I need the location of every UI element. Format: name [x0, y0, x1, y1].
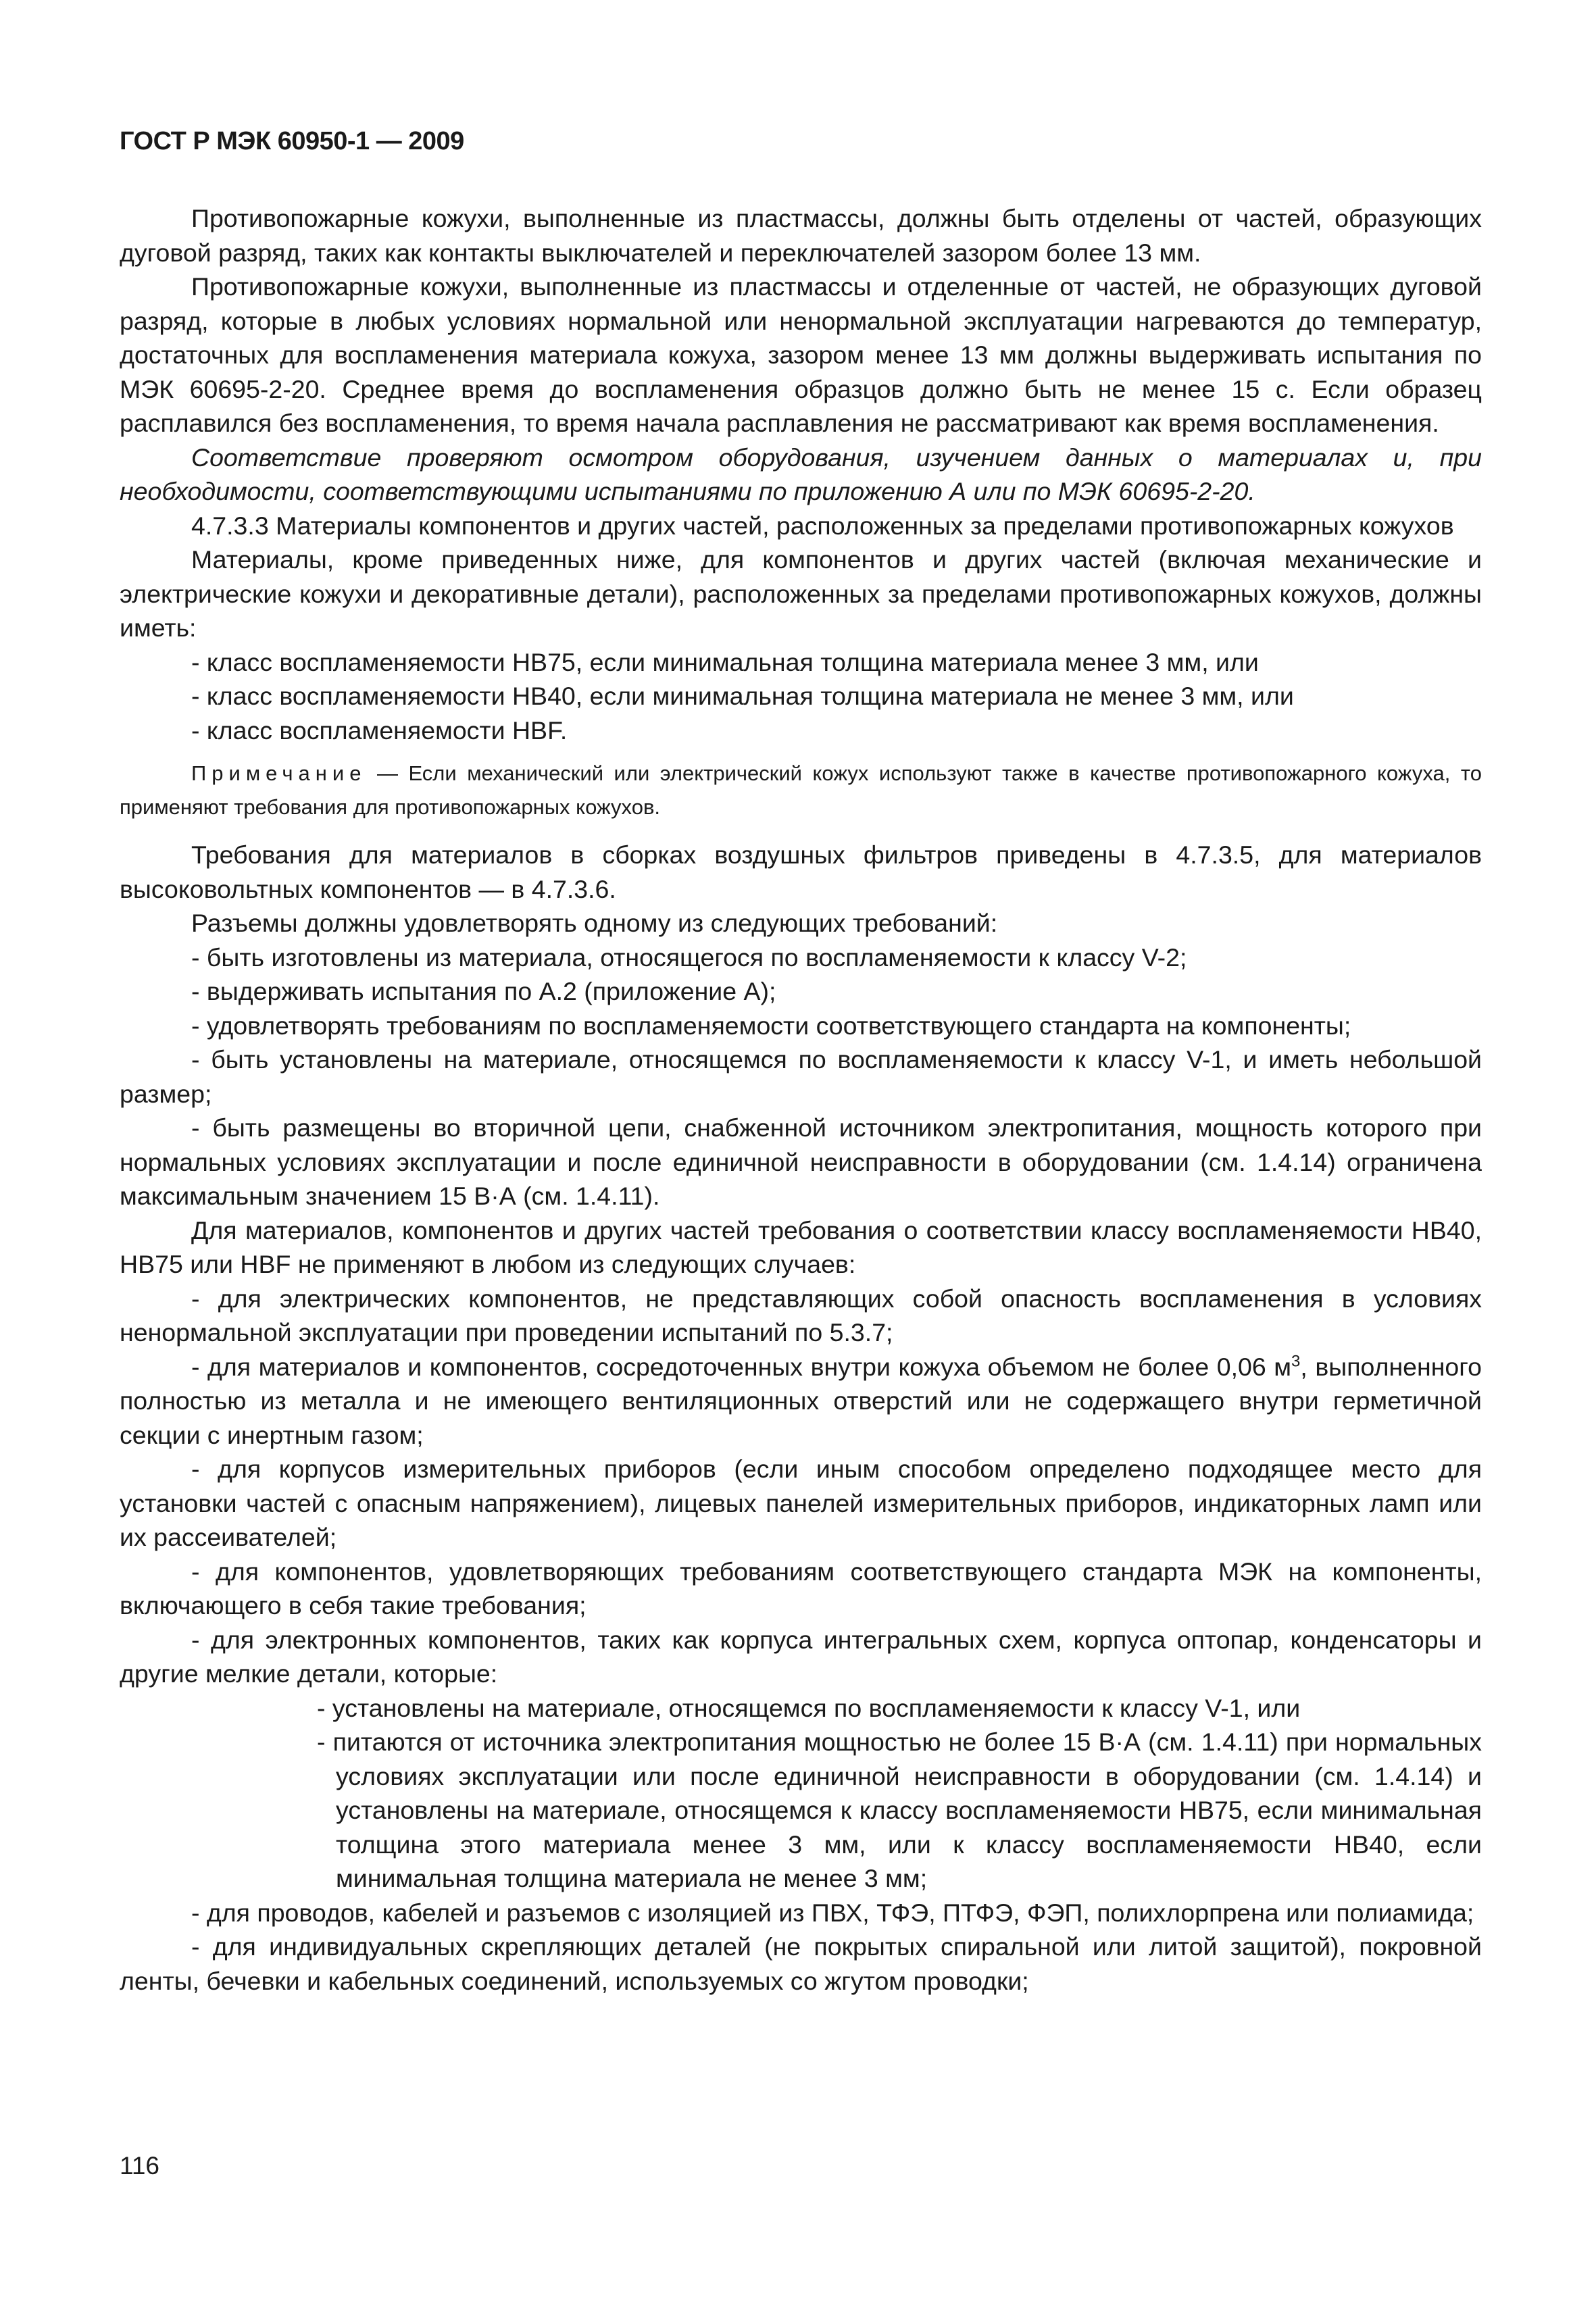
paragraph-text: Разъемы должны удовлетворять одному из следующих требований: [191, 909, 998, 937]
body-paragraph [120, 1042, 1482, 1111]
paragraph-text: Требования для материалов в сборках воздушных фильтров приведены в 4.7.3.5, для материалов высоковольтных компонентов — в 4.7.3.6. [120, 840, 1482, 903]
body-paragraph [120, 906, 1482, 940]
paragraph-text: Материалы, кроме приведенных ниже, для компонентов и других частей (включая механические и электрические кожухи и декоративные детали), расположенных за пределами противопожарных кожухов, должны иметь: [120, 545, 1482, 642]
body-paragraph [120, 1725, 1482, 1896]
body-paragraph [120, 1111, 1482, 1213]
note-paragraph [120, 757, 1482, 824]
body-paragraph [120, 645, 1482, 680]
paragraph-text: - быть размещены во вторичной цепи, снабженной источником электропитания, мощность которого при нормальных условиях эксплуатации и после единичной неисправности в оборудовании (см. 1.4.14) ограничена максимальным значением 15 В·А (см. 1.4.11). [120, 1113, 1482, 1210]
paragraph-text: - быть изготовлены из материала, относящегося по воспламеняемости к классу V-2; [191, 942, 1187, 972]
body-paragraph [120, 270, 1482, 441]
body-paragraph [120, 679, 1482, 713]
paragraph-text: - для компонентов, удовлетворяющих требованиям соответствующего стандарта МЭК на компоненты, включающего в себя такие требования; [120, 1557, 1482, 1619]
body-paragraph [120, 1282, 1482, 1350]
paragraph-text: - удовлетворять требованиям по воспламеняемости соответствующего стандарта на компоненты; [191, 1011, 1351, 1040]
paragraph-text: - для электронных компонентов, таких как корпуса интегральных схем, корпуса оптопар, конденсаторы и другие мелкие детали, которые: [120, 1625, 1482, 1688]
body-paragraph [120, 509, 1482, 543]
body-paragraph [120, 441, 1482, 509]
paragraph-text: - для проводов, кабелей и разъемов с изоляцией из ПВХ, ТФЭ, ПТФЭ, ФЭП, полихлорпрена или полиамида; [191, 1898, 1474, 1927]
body-paragraph [120, 940, 1482, 975]
paragraph-text: 4.7.3.3 Материалы компонентов и других частей, расположенных за пределами противопожарных кожухов [191, 511, 1454, 540]
paragraph-text: - быть установлены на материале, относящемся по воспламеняемости к классу V-1, и иметь небольшой размер; [120, 1045, 1482, 1108]
paragraph-text: - для электрических компонентов, не представляющих собой опасность воспламенения в условиях ненормальной эксплуатации при проведении испытаний по 5.3.7; [120, 1284, 1482, 1347]
paragraph-text: - класс воспламеняемости НВ75, если минимальная толщина материала менее 3 мм, или [191, 647, 1259, 676]
body-paragraph [120, 1896, 1482, 1930]
paragraph-text: - для материалов и компонентов, сосредоточенных внутри кожуха объемом не более 0,06 м [191, 1352, 1292, 1381]
paragraph-text: - класс воспламеняемости НВ40, если минимальная толщина материала не менее 3 мм, или [191, 682, 1294, 710]
paragraph-text: Противопожарные кожухи, выполненные из пластмассы, должны быть отделены от частей, образующих дуговой разряд, таких как контакты выключателей и переключателей зазором более 13 мм. [120, 204, 1482, 267]
body-paragraph [120, 713, 1482, 748]
body-paragraph [120, 1555, 1482, 1623]
body-paragraph [120, 543, 1482, 645]
document-body [120, 201, 1482, 1998]
body-paragraph [120, 1452, 1482, 1555]
paragraph-text-continued: , выполненного полностью из металла и не имеющего вентиляционных отверстий или не содержащего внутри герметичной секции с инертным газом; [120, 1352, 1482, 1449]
page-number: 116 [120, 2152, 159, 2180]
paragraph-text: - питаются от источника электропитания мощностью не более 15 В·А (см. 1.4.11) при нормальных условиях эксплуатации или после единичной неисправности в оборудовании (см. 1.4.14) и установлены на материале, относящемся к классу воспламеняемости НВ75, если минимальная толщина этого материала менее 3 мм, или к классу воспламеняемости НВ40, если минимальная толщина материала не менее 3 мм; [317, 1728, 1482, 1892]
body-paragraph [120, 201, 1482, 270]
superscript: 3 [1291, 1352, 1301, 1370]
paragraph-text: — Если механический или электрический кожух используют также в качестве противопожарного кожуха, то применяют требования для противопожарных кожухов. [120, 761, 1482, 819]
paragraph-text: - выдерживать испытания по А.2 (приложение А); [191, 977, 776, 1005]
body-paragraph [120, 974, 1482, 1009]
body-paragraph [120, 1213, 1482, 1282]
body-paragraph [120, 1009, 1482, 1043]
body-paragraph [120, 1691, 1482, 1726]
paragraph-text: Соответствие проверяют осмотром оборудования, изучением данных о материалах и, при необходимости, соответствующими испытаниями по приложению А или по МЭК 60695-2-20. [120, 443, 1482, 505]
paragraph-text: - установлены на материале, относящемся по воспламеняемости к классу V-1, или [317, 1693, 1301, 1722]
body-paragraph [120, 1623, 1482, 1691]
paragraph-text: - для индивидуальных скрепляющих деталей (не покрытых спиральной или литой защитой), покровной ленты, бечевки и кабельных соединений, используемых со жгутом проводки; [120, 1932, 1482, 1995]
note-label: Примечание [191, 761, 367, 785]
body-paragraph [120, 1930, 1482, 1998]
paragraph-text: - для корпусов измерительных приборов (если иным способом определено подходящее место для установки частей с опасным напряжением), лицевых панелей измерительных приборов, индикаторных ламп или их рассеивателей; [120, 1455, 1482, 1551]
body-paragraph [120, 1350, 1482, 1453]
body-paragraph [120, 838, 1482, 906]
paragraph-text: Противопожарные кожухи, выполненные из пластмассы и отделенные от частей, не образующих дуговой разряд, которые в любых условиях нормальной или ненормальной эксплуатации нагреваются до температур, достаточных для воспламенения материала кожуха, зазором менее 13 мм должны выдерживать испытания по МЭК 60695-2-20. Среднее время до воспламенения образцов должно быть не менее 15 с. Если образец расплавился без воспламенения, то время начала расплавления не рассматривают как время воспламенения. [120, 272, 1482, 437]
paragraph-text: - класс воспламеняемости НВF. [191, 715, 568, 745]
document-header: ГОСТ Р МЭК 60950-1 — 2009 [120, 127, 464, 155]
paragraph-text: Для материалов, компонентов и других частей требования о соответствии классу воспламеняемости НВ40, НВ75 или НВF не применяют в любом из следующих случаев: [120, 1215, 1482, 1278]
